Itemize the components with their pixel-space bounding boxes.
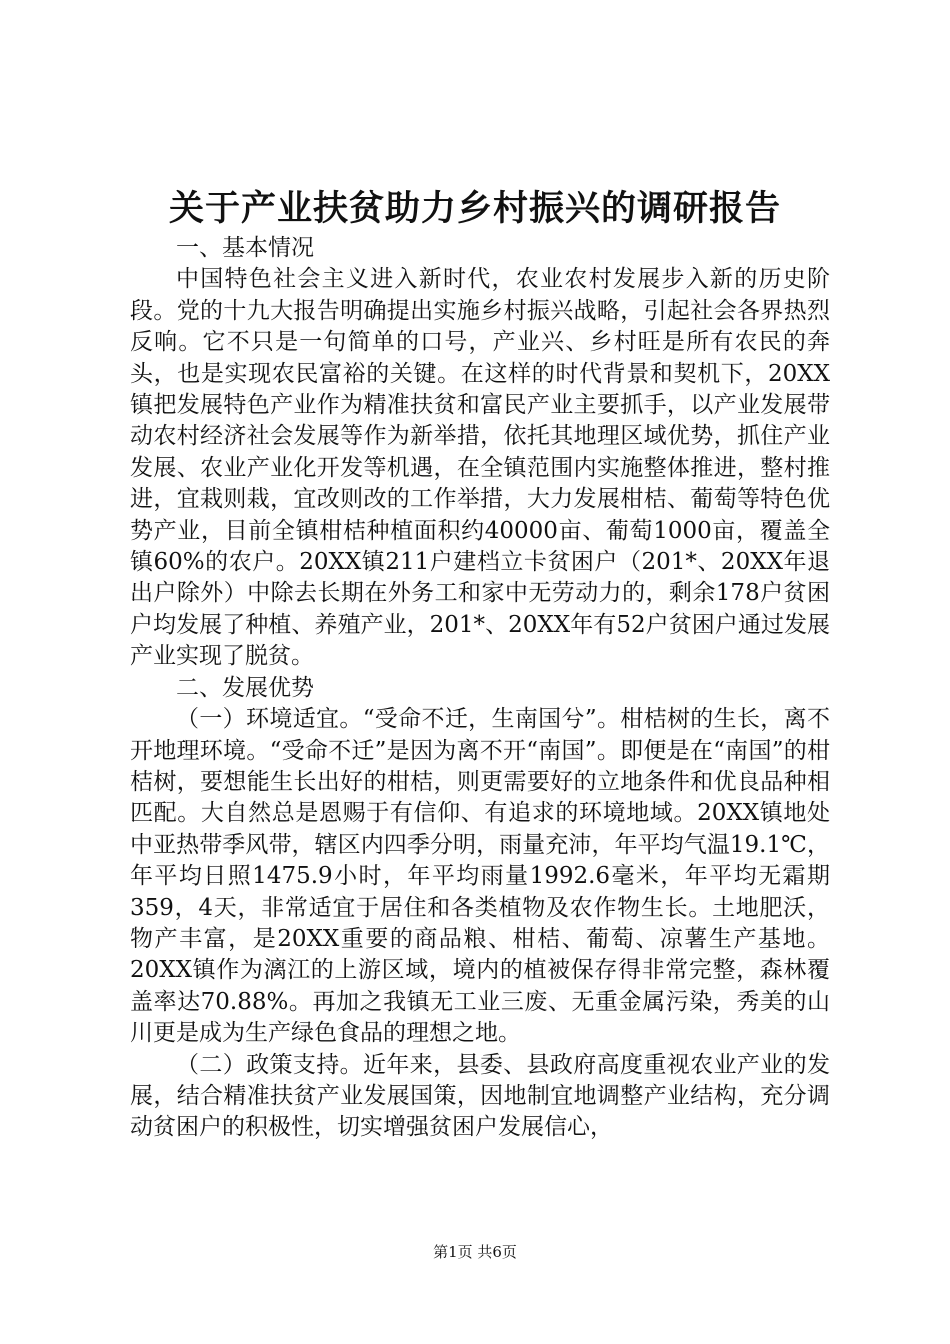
document-title: 关于产业扶贫助力乡村振兴的调研报告 — [168, 188, 781, 229]
paragraph-basic-situation: 中国特色社会主义进入新时代，农业农村发展步入新的历史阶段。党的十九大报告明确提出实施乡村振兴战略，引起社会各界热烈反响。它不只是一句简单的口号，产业兴、乡村旺是所有农民的奔头，也是实现农民富裕的关键。在这样的时代背景和契机下，20XX镇把发展特色产业作为精准扶贫和富民产业主要抓手，以产业发展带动农村经济社会发展等作为新举措，依托其地理区域优势，抓住产业发展、农业产业化开发等机遇，在全镇范围内实施整体推进，整村推进，宜栽则栽，宜改则改的工作举措，大力发展柑桔、葡萄等特色优势产业，目前全镇柑桔种植面积约40000亩、葡萄1000亩，覆盖全镇60%的农户。20XX镇211户建档立卡贫困户（201*、20XX年退出户除外）中除去长期在外务工和家中无劳动力的，剩余178户贫困户均发展了种植、养殖产业，201*、20XX年有52户贫困户通过发展产业实现了脱贫。 — [130, 266, 830, 670]
document-body — [130, 233, 830, 1144]
page-footer: 第1页 共6页 — [433, 1243, 517, 1261]
section-heading-basic-situation: 一、基本情况 — [176, 235, 314, 261]
section-heading-advantages: 二、发展优势 — [176, 674, 314, 701]
paragraph-policy-support: （二）政策支持。近年来，县委、县政府高度重视农业产业的发展，结合精准扶贫产业发展国策，因地制宜地调整产业结构，充分调动贫困户的积极性，切实增强贫困户发展信心， — [130, 1051, 830, 1141]
paragraph-environment: （一）环境适宜。“受命不迁，生南国兮”。柑桔树的生长，离不开地理环境。“受命不迁”是因为离不开“南国”。即便是在“南国”的柑桔树，要想能生长出好的柑桔，则更需要好的立地条件和优良品种相匹配。大自然总是恩赐于有信仰、有追求的环境地域。20XX镇地处中亚热带季风带，辖区内四季分明，雨量充沛，年平均气温19.1℃，年平均日照1475.9小时，年平均雨量1992.6毫米，年平均无霜期359，4天，非常适宜于居住和各类植物及农作物生长。土地肥沃，物产丰富，是20XX重要的商品粮、柑桔、葡萄、凉薯生产基地。20XX镇作为漓江的上游区域，境内的植被保存得非常完整，森林覆盖率达70.88%。再加之我镇无工业三废、无重金属污染，秀美的山川更是成为生产绿色食品的理想之地。 — [130, 706, 830, 1047]
